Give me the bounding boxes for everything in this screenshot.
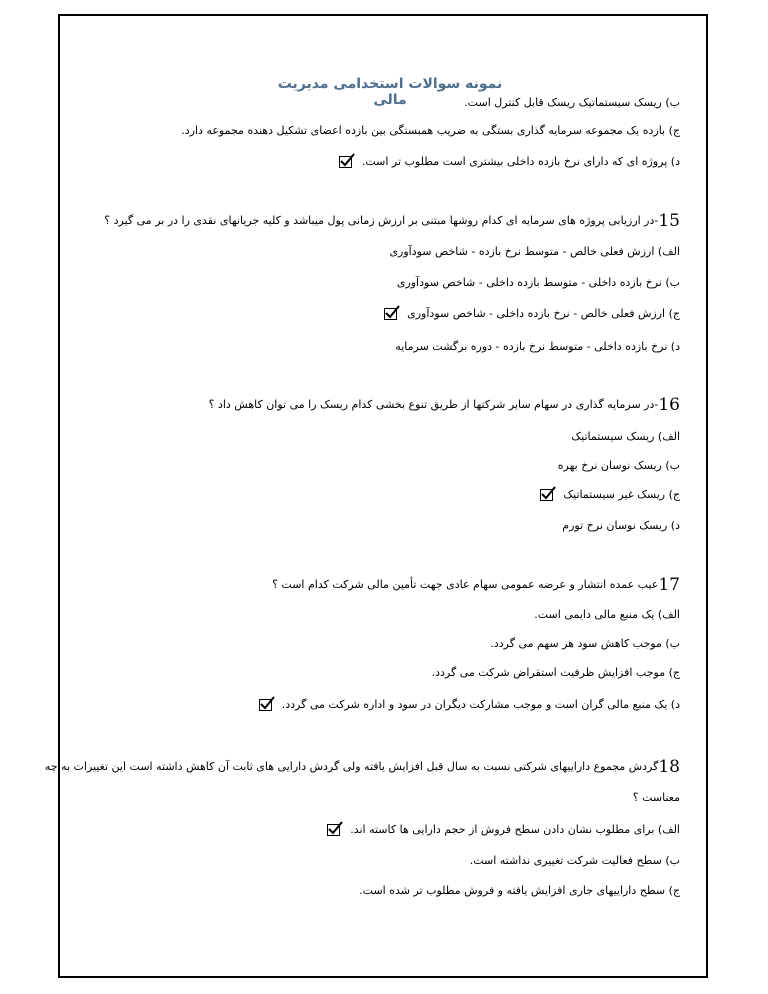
option-text: د) پروژه ای که دارای نرخ بازده داخلی بیشتری است مطلوب تر است.	[361, 155, 680, 168]
option-text: ج) ارزش فعلی خالص - نرخ بازده داخلی - شاخص سودآوری	[407, 307, 680, 320]
option-text: ب) نرخ بازده داخلی - متوسط بازده داخلی - شاخص سودآوری	[396, 276, 680, 289]
option-text: الف) ارزش فعلی خالص - متوسط نرخ بازده - شاخص سودآوری	[389, 245, 680, 258]
checkmark-icon	[327, 824, 340, 836]
question-text: عیب عمده انتشار و عرضه عمومی سهام عادی جهت تأمین مالی شرکت کدام است ؟	[272, 578, 659, 591]
option-text: د) یک منبع مالی گران است و موجب مشارکت دیگران در سود و اداره شرکت می گردد.	[281, 698, 680, 711]
question-text: -در ارزیابی پروژه های سرمایه ای کدام روشها مبتنی بر ارزش زمانی پول میباشد و کلیه جریانهای نقدی را در بر می گیرد ؟	[104, 214, 659, 227]
option-text: ب) سطح فعالیت شرکت تغییری نداشته است.	[469, 854, 680, 867]
question-text: -در سرمایه گذاری در سهام سایر شرکتها از طریق تنوع بخشی کدام ریسک را می توان کاهش داد ؟	[208, 398, 659, 411]
checkmark-icon	[384, 308, 397, 320]
option-text: ج) موجب افزایش ظرفیت استقراض شرکت می گردد.	[431, 666, 680, 679]
option-text: ج) ریسک غیر سیستماتیک	[563, 488, 680, 501]
option-text: الف) ریسک سیستماتیک	[571, 430, 680, 443]
question-number: 18	[658, 757, 680, 777]
question-text: گردش مجموع داراییهای شرکتی نسبت به سال قبل افزایش یافته ولی گردش دارایی های ثابت آن کاهش داشته است این تغییرات به چه	[44, 760, 659, 773]
option-text: ج) بازده یک مجموعه سرمایه گذاری بستگی به ضریب همبستگی بین بازده اعضای تشکیل دهنده مجموعه دارد.	[181, 124, 680, 137]
option-row	[327, 823, 680, 837]
option-row	[540, 488, 680, 502]
page-title: نمونه سوالات استخدامی مدیریت مالی	[277, 76, 503, 108]
question-17	[272, 575, 680, 595]
option-text: ب) ریسک نوسان نرخ بهره	[557, 459, 680, 472]
question-15	[104, 211, 680, 231]
checkmark-icon	[339, 156, 352, 168]
question-number: 17	[658, 575, 680, 595]
option-text: ب) ریسک سیستماتیک ریسک قابل کنترل است.	[464, 96, 680, 109]
question-number: 15	[658, 211, 680, 231]
option-text: الف) یک منبع مالی دایمی است.	[534, 608, 680, 621]
option-text: د) نرخ بازده داخلی - متوسط نرخ بازده - دوره برگشت سرمایه	[395, 340, 680, 353]
option-text: الف) برای مطلوب نشان دادن سطح فروش از حجم دارایی ها کاسته اند.	[350, 823, 680, 836]
checkmark-icon	[259, 699, 272, 711]
question-16	[208, 395, 680, 415]
option-row	[339, 155, 680, 169]
option-text: ب) موجب کاهش سود هر سهم می گردد.	[490, 637, 680, 650]
option-row	[384, 307, 680, 321]
question-number: 16	[658, 395, 680, 415]
option-text: د) ریسک نوسان نرخ تورم	[562, 519, 680, 532]
question-text-continued: معناست ؟	[632, 791, 680, 804]
checkmark-icon	[540, 489, 553, 501]
option-row	[259, 698, 680, 712]
option-text: ج) سطح داراییهای جاری افزایش یافته و فروش مطلوب تر شده است.	[359, 884, 680, 897]
question-18	[44, 757, 680, 777]
